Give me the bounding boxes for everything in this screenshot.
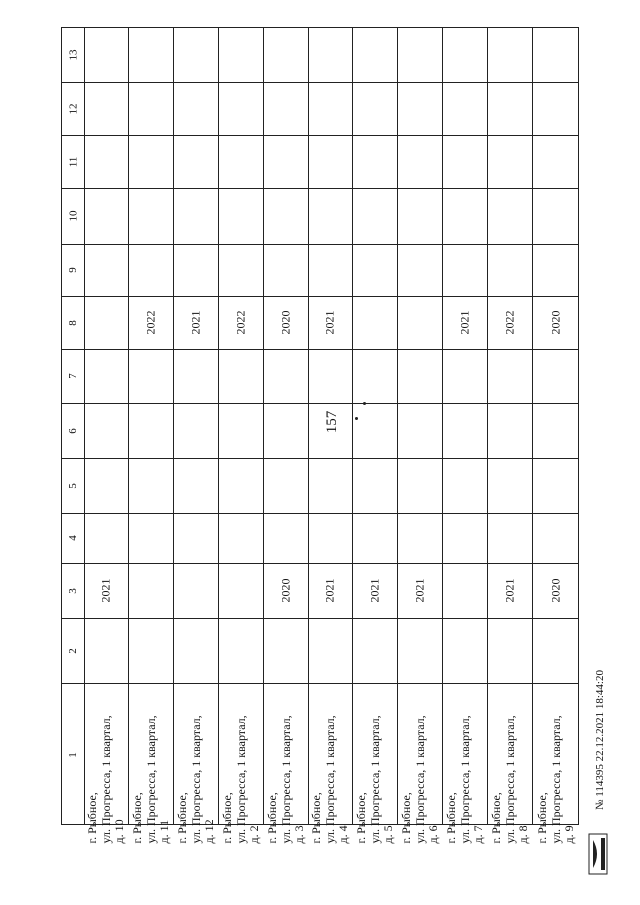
- col8-year-cell: [219, 296, 263, 349]
- col8-year: 2022: [502, 310, 517, 335]
- column-header-label: 2: [67, 647, 79, 654]
- column-header-label: 1: [67, 751, 79, 758]
- col3-year-cell: [264, 563, 308, 618]
- address-cell: [309, 683, 353, 843]
- address-text: г. Рыбное, ул. Прогресса, 1 квартал, д. 2: [219, 714, 261, 843]
- column-header: [62, 349, 84, 403]
- col3-year-cell: [309, 563, 353, 618]
- column-header-label: 5: [67, 482, 79, 489]
- col3-year: 2020: [278, 578, 293, 603]
- footer-stamp-text: [590, 620, 610, 860]
- column-header: [62, 28, 84, 82]
- col3-year: 2021: [412, 578, 427, 603]
- table-row: [533, 28, 578, 843]
- column-header: [62, 403, 84, 458]
- address-cell: [398, 683, 442, 843]
- column-header: [62, 244, 84, 296]
- address-cell: [219, 683, 263, 843]
- table-row: [443, 28, 488, 843]
- header-column: [62, 28, 85, 824]
- table-row: [398, 28, 443, 843]
- col3-year: 2021: [367, 578, 382, 603]
- table-row: [353, 28, 398, 843]
- address-text: г. Рыбное, ул. Прогресса, 1 квартал, д. 4: [309, 714, 351, 843]
- col3-year-cell: [533, 563, 578, 618]
- address-cell: [264, 683, 308, 843]
- col3-year-cell: [353, 563, 397, 618]
- col8-year: 2020: [548, 310, 563, 335]
- col8-year: 2022: [143, 310, 158, 335]
- col8-year-cell: [309, 296, 353, 349]
- address-cell: [174, 683, 218, 843]
- col8-year-cell: [264, 296, 308, 349]
- address-cell: [353, 683, 397, 843]
- col8-year-cell: [488, 296, 532, 349]
- column-header: [62, 513, 84, 563]
- column-header: [62, 188, 84, 244]
- col8-year-cell: [443, 296, 487, 349]
- address-text: г. Рыбное, ул. Прогресса, 1 квартал, д. 12: [174, 714, 216, 843]
- table-row: [488, 28, 533, 843]
- column-header-label: 11: [67, 156, 79, 167]
- column-header-label: 9: [67, 267, 79, 273]
- page-number: 157: [324, 410, 340, 434]
- address-cell: [488, 683, 532, 843]
- column-header-label: 4: [67, 535, 79, 541]
- table-row: [264, 28, 309, 843]
- address-text: г. Рыбное, ул. Прогресса, 1 квартал, д. 8: [488, 714, 530, 843]
- column-header: [62, 135, 84, 188]
- col8-year: 2021: [322, 310, 337, 335]
- column-header-label: 3: [67, 587, 79, 594]
- registration-number: № 114395 22.12.2021 18:44:20: [594, 670, 606, 810]
- address-text: г. Рыбное, ул. Прогресса, 1 квартал, д. 7: [443, 714, 485, 843]
- col8-year-cell: [174, 296, 218, 349]
- column-header: [62, 458, 84, 513]
- col8-year: 2021: [188, 310, 203, 335]
- table-row: [219, 28, 264, 843]
- data-table: [61, 27, 579, 843]
- column-header-label: 12: [67, 103, 79, 114]
- scan-dot: [355, 417, 358, 420]
- address-text: г. Рыбное, ул. Прогресса, 1 квартал, д. 5: [354, 714, 396, 843]
- col8-year: 2020: [278, 310, 293, 335]
- col3-year-cell: [84, 563, 128, 618]
- address-cell: [84, 683, 128, 843]
- col8-year-cell: [129, 296, 173, 349]
- table-row: [84, 28, 129, 843]
- address-cell: [129, 683, 173, 843]
- col3-year-cell: [488, 563, 532, 618]
- address-cell: [533, 683, 578, 843]
- table-row: [129, 28, 174, 843]
- scan-dot: [363, 402, 366, 405]
- table-row: [309, 28, 354, 843]
- address-text: г. Рыбное, ул. Прогресса, 1 квартал, д. 6: [399, 714, 441, 843]
- column-header: [62, 563, 84, 618]
- column-header-label: 13: [67, 49, 79, 61]
- col8-year: 2021: [457, 310, 472, 335]
- address-text: г. Рыбное, ул. Прогресса, 1 квартал, д. 11: [129, 714, 171, 843]
- stamp-icon: [587, 830, 611, 878]
- address-text: г. Рыбное, ул. Прогресса, 1 квартал, д. 10: [84, 714, 126, 843]
- col3-year: 2020: [548, 578, 563, 603]
- col3-year: 2021: [322, 578, 337, 603]
- address-text: г. Рыбное, ул. Прогресса, 1 квартал, д. 9: [534, 714, 576, 843]
- col8-year: 2022: [233, 310, 248, 335]
- col3-year-cell: [398, 563, 442, 618]
- column-header: [62, 683, 84, 826]
- address-text: г. Рыбное, ул. Прогресса, 1 квартал, д. 3: [264, 714, 306, 843]
- column-header-label: 8: [67, 319, 79, 326]
- col3-year: 2021: [98, 578, 113, 603]
- table-row: [174, 28, 219, 843]
- column-header: [62, 618, 84, 683]
- col8-year-cell: [533, 296, 578, 349]
- column-header: [62, 296, 84, 349]
- column-header: [62, 82, 84, 135]
- address-cell: [443, 683, 487, 843]
- col3-year: 2021: [502, 578, 517, 603]
- column-header-label: 6: [67, 427, 79, 434]
- column-header-label: 10: [67, 210, 79, 222]
- column-header-label: 7: [67, 373, 79, 379]
